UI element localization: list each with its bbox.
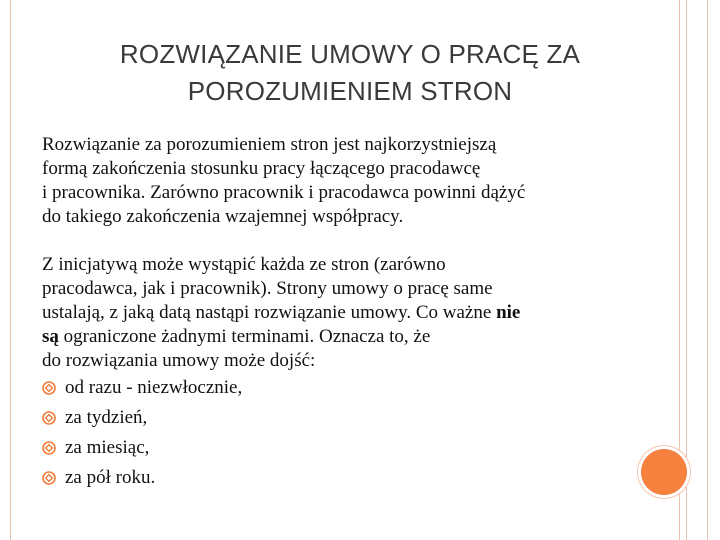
- slide-title: [20, 36, 680, 110]
- list-item: [42, 463, 622, 493]
- circle-diamond-icon: [42, 471, 56, 485]
- paragraph-1-line: formą zakończenia stosunku pracy łączącego pracodawcę: [42, 158, 481, 179]
- paragraph-2-line: [42, 325, 622, 349]
- paragraph-2-line: pracodawca, jak i pracownik). Strony umowy o pracę same: [42, 278, 493, 299]
- list-item-label: za miesiąc,: [65, 437, 150, 458]
- list-item: [42, 403, 622, 433]
- decorative-edge-stripe: [686, 0, 708, 540]
- circle-diamond-icon: [42, 441, 56, 455]
- paragraph-2-line: [42, 301, 622, 325]
- title-line-1: ROZWIĄZANIE UMOWY O PRACĘ ZA: [119, 39, 581, 69]
- list-item: [42, 433, 622, 463]
- paragraph-1-line: do takiego zakończenia wzajemnej współpracy.: [42, 206, 404, 227]
- slide-body: [42, 133, 622, 493]
- list-item-label: od razu - niezwłocznie,: [65, 377, 243, 398]
- circle-diamond-icon: [42, 411, 56, 425]
- title-line-2: POROZUMIENIEM STRON: [187, 76, 513, 106]
- circle-diamond-icon: [42, 381, 56, 395]
- paragraph-2-line: do rozwiązania umowy może dojść:: [42, 350, 316, 371]
- decorative-orange-circle: [641, 449, 687, 495]
- paragraph-2-line: Z inicjatywą może wystąpić każda ze stron (zarówno: [42, 254, 446, 275]
- options-list: [42, 373, 622, 493]
- text-segment: ograniczone żadnymi terminami. Oznacza to, że: [58, 326, 431, 347]
- paragraph-2: [42, 253, 622, 373]
- list-item-label: za tydzień,: [65, 407, 148, 428]
- text-segment: ustalają, z jaką datą nastąpi rozwiązanie umowy. Co ważne: [42, 302, 497, 323]
- list-item: [42, 373, 622, 403]
- list-item-label: za pół roku.: [65, 467, 156, 488]
- paragraph-1: [42, 133, 622, 229]
- paragraph-1-line: Rozwiązanie za porozumieniem stron jest najkorzystniejszą: [42, 134, 497, 155]
- bold-text: nie: [496, 302, 521, 323]
- paragraph-1-line: i pracownika. Zarówno pracownik i pracodawca powinni dążyć: [42, 182, 526, 203]
- bold-text: są: [42, 326, 59, 347]
